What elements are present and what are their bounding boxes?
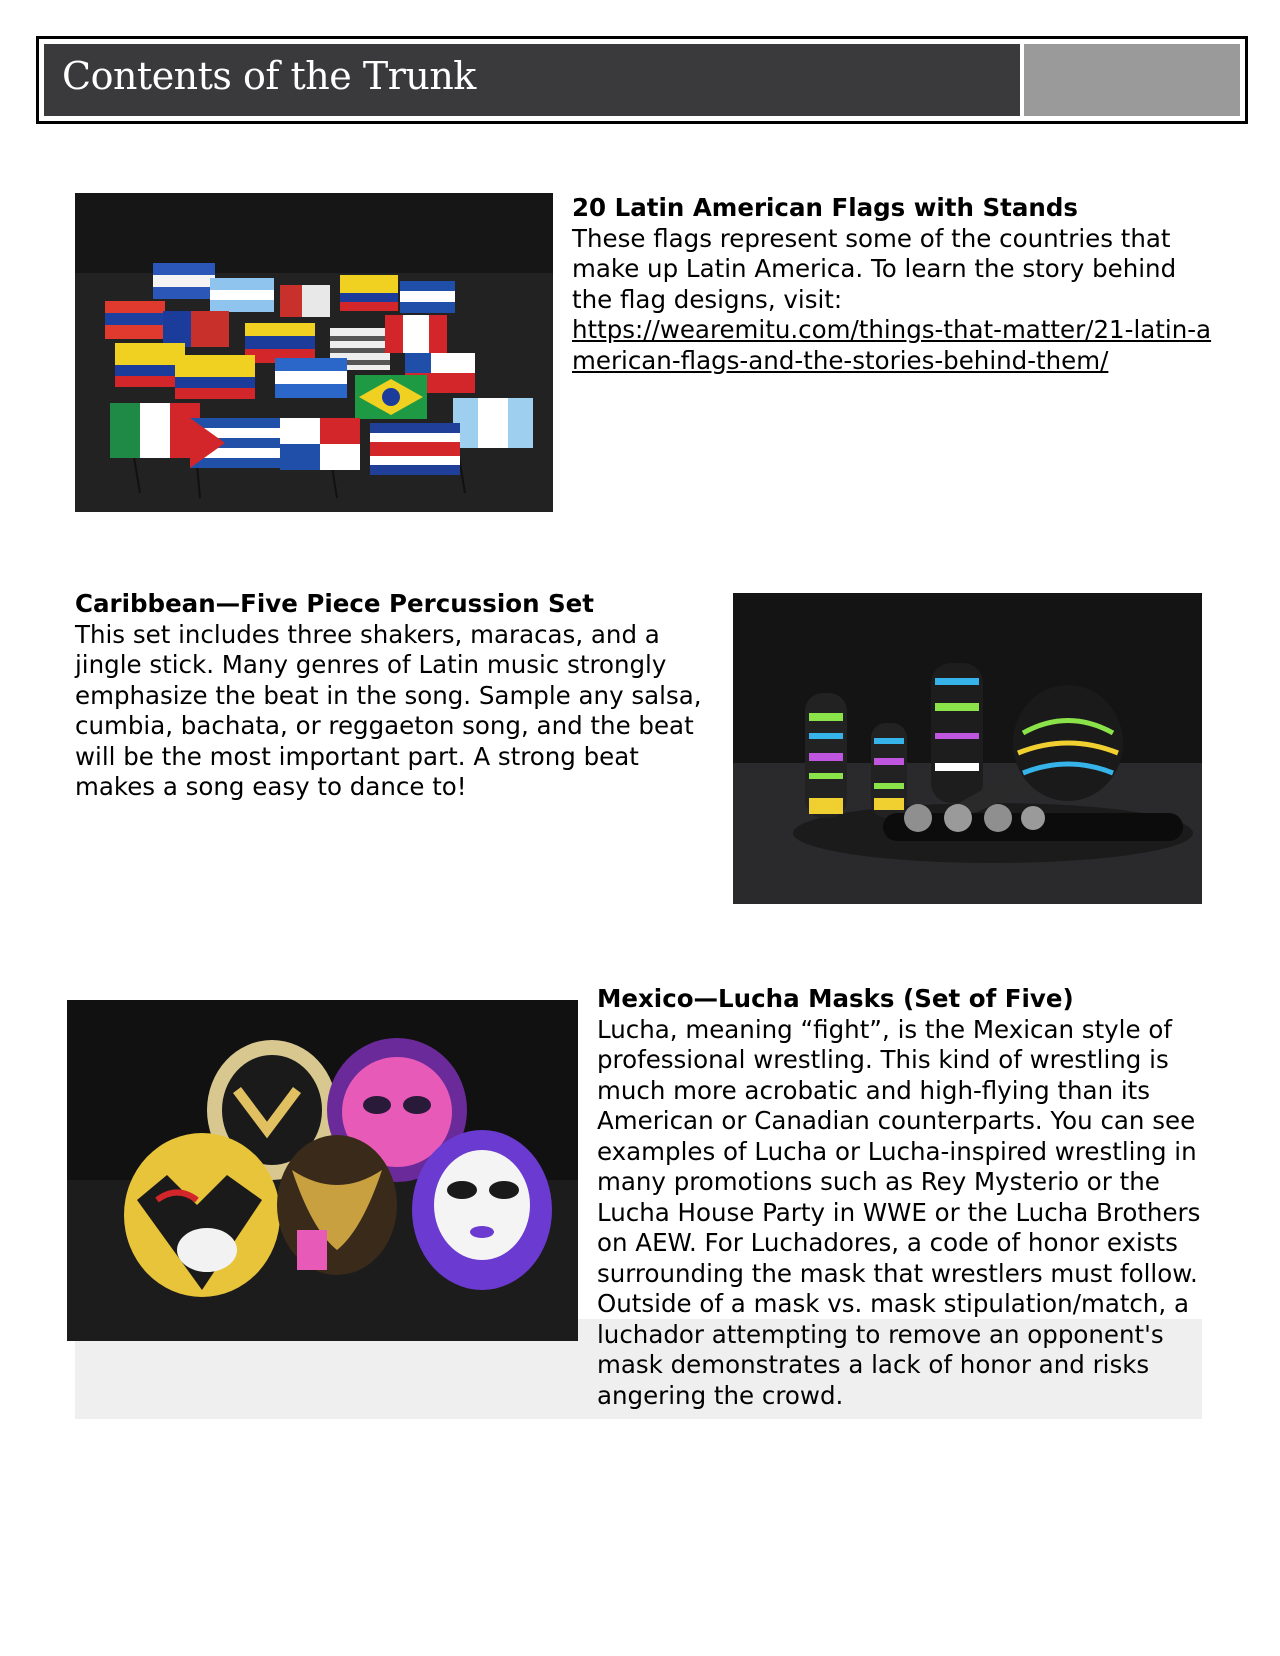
lucha-masks-photo — [67, 1000, 578, 1341]
lucha-masks-title: Mexico—Lucha Masks (Set of Five) — [597, 984, 1074, 1013]
flags-body: These flags represent some of the countries that make up Latin America. To learn the story behind the flag designs, visit: — [572, 223, 1177, 314]
percussion-body: This set includes three shakers, maracas, and a jingle stick. Many genres of Latin music strongly emphasize the beat in the song. Sample any salsa, cumbia, bachata, or reggaeton song, and the beat will be the most important part. A strong beat makes a song easy to dance to! — [75, 619, 702, 801]
page-title: Contents of the Trunk — [62, 54, 476, 98]
flags-photo — [75, 193, 553, 512]
header-banner — [36, 36, 1248, 124]
flags-link[interactable]: https://wearemitu.com/things-that-matter/21-latin-american-flags-and-the-stories-behind-them/ — [572, 315, 1212, 375]
percussion-title: Caribbean—Five Piece Percussion Set — [75, 589, 595, 618]
lucha-masks-description — [597, 984, 1207, 1411]
flags-description — [572, 193, 1212, 376]
percussion-photo — [733, 593, 1202, 904]
header-title-bar — [44, 44, 1020, 116]
header-accent-block — [1024, 44, 1240, 116]
flags-title: 20 Latin American Flags with Stands — [572, 193, 1078, 222]
percussion-description — [75, 589, 715, 803]
lucha-masks-body: Lucha, meaning “fight”, is the Mexican style of professional wrestling. This kind of wrestling is much more acrobatic and high-flying than its American or Canadian counterparts. You can see examples of Lucha or Lucha-inspired wrestling in many promotions such as Rey Mysterio or the Lucha House Party in WWE or the Lucha Brothers on AEW. For Luchadores, a code of honor exists surrounding the mask that wrestlers must follow. Outside of a mask vs. mask stipulation/match, a luchador attempting to remove an opponent's mask demonstrates a lack of honor and risks angering the crowd. — [597, 1014, 1201, 1410]
